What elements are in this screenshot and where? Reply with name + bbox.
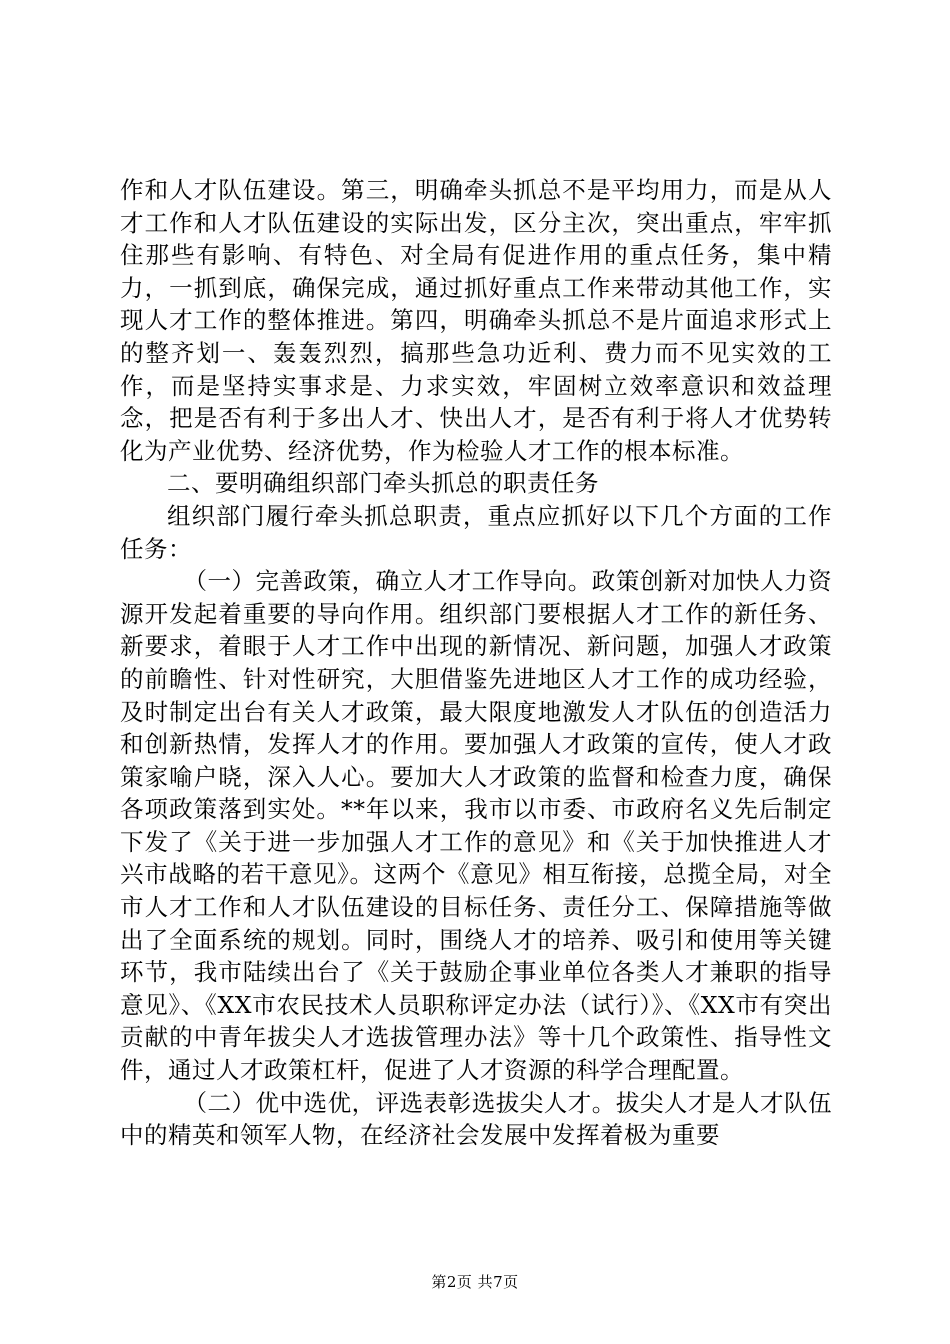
paragraph-item-1: （一）完善政策，确立人才工作导向。政策创新对加快人力资源开发起着重要的导向作用。组织部门要根据人才工作的新任务、新要求，着眼于人才工作中出现的新情况、新问题，加强人才政策的前瞻性、针对性研究，大胆借鉴先进地区人才工作的成功经验，及时制定出台有关人才政策，最大限度地激发人才队伍的创造活力和创新热情，发挥人才的作用。要加强人才政策的宣传，使人才政策家喻户晓，深入人心。要加大人才政策的监督和检查力度，确保各项政策落到实处。**年以来，我市以市委、市政府名义先后制定下发了《关于进一步加强人才工作的意见》和《关于加快推进人才兴市战略的若干意见》。这两个《意见》相互衔接，总揽全局，对全市人才工作和人才队伍建设的目标任务、责任分工、保障措施等做出了全面系统的规划。同时，围绕人才的培养、吸引和使用等关键环节，我市陆续出台了《关于鼓励企事业单位各类人才兼职的指导意见》、《XX市农民技术人员职称评定办法（试行）》、《XX市有突出贡献的中青年拔尖人才选拔管理办法》等十几个政策性、指导性文件，通过人才政策杠杆，促进了人才资源的科学合理配置。 (120, 567, 832, 1085)
paragraph-item-2: （二）优中选优，评选表彰选拔尖人才。拔尖人才是人才队伍中的精英和领军人物，在经济社会发展中发挥着极为重要 (120, 1088, 832, 1150)
section-heading: 二、要明确组织部门牵头抓总的职责任务 (167, 469, 599, 498)
paragraph-continuation: 作和人才队伍建设。第三，明确牵头抓总不是平均用力，而是从人才工作和人才队伍建设的实际出发，区分主次，突出重点，牢牢抓住那些有影响、有特色、对全局有促进作用的重点任务，集中精力，一抓到底，确保完成，通过抓好重点工作来带动其他工作，实现人才工作的整体推进。第四，明确牵头抓总不是片面追求形式上的整齐划一、轰轰烈烈，搞那些急功近利、费力而不见实效的工作，而是坚持实事求是、力求实效，牢固树立效率意识和效益理念，把是否有利于多出人才、快出人才，是否有利于将人才优势转化为产业优势、经济优势，作为检验人才工作的根本标准。 (120, 176, 832, 465)
document-body (120, 174, 832, 1152)
page-footer: 第2页 共7页 (431, 1273, 519, 1291)
paragraph-intro: 组织部门履行牵头抓总职责，重点应抓好以下几个方面的工作任务： (120, 501, 832, 563)
